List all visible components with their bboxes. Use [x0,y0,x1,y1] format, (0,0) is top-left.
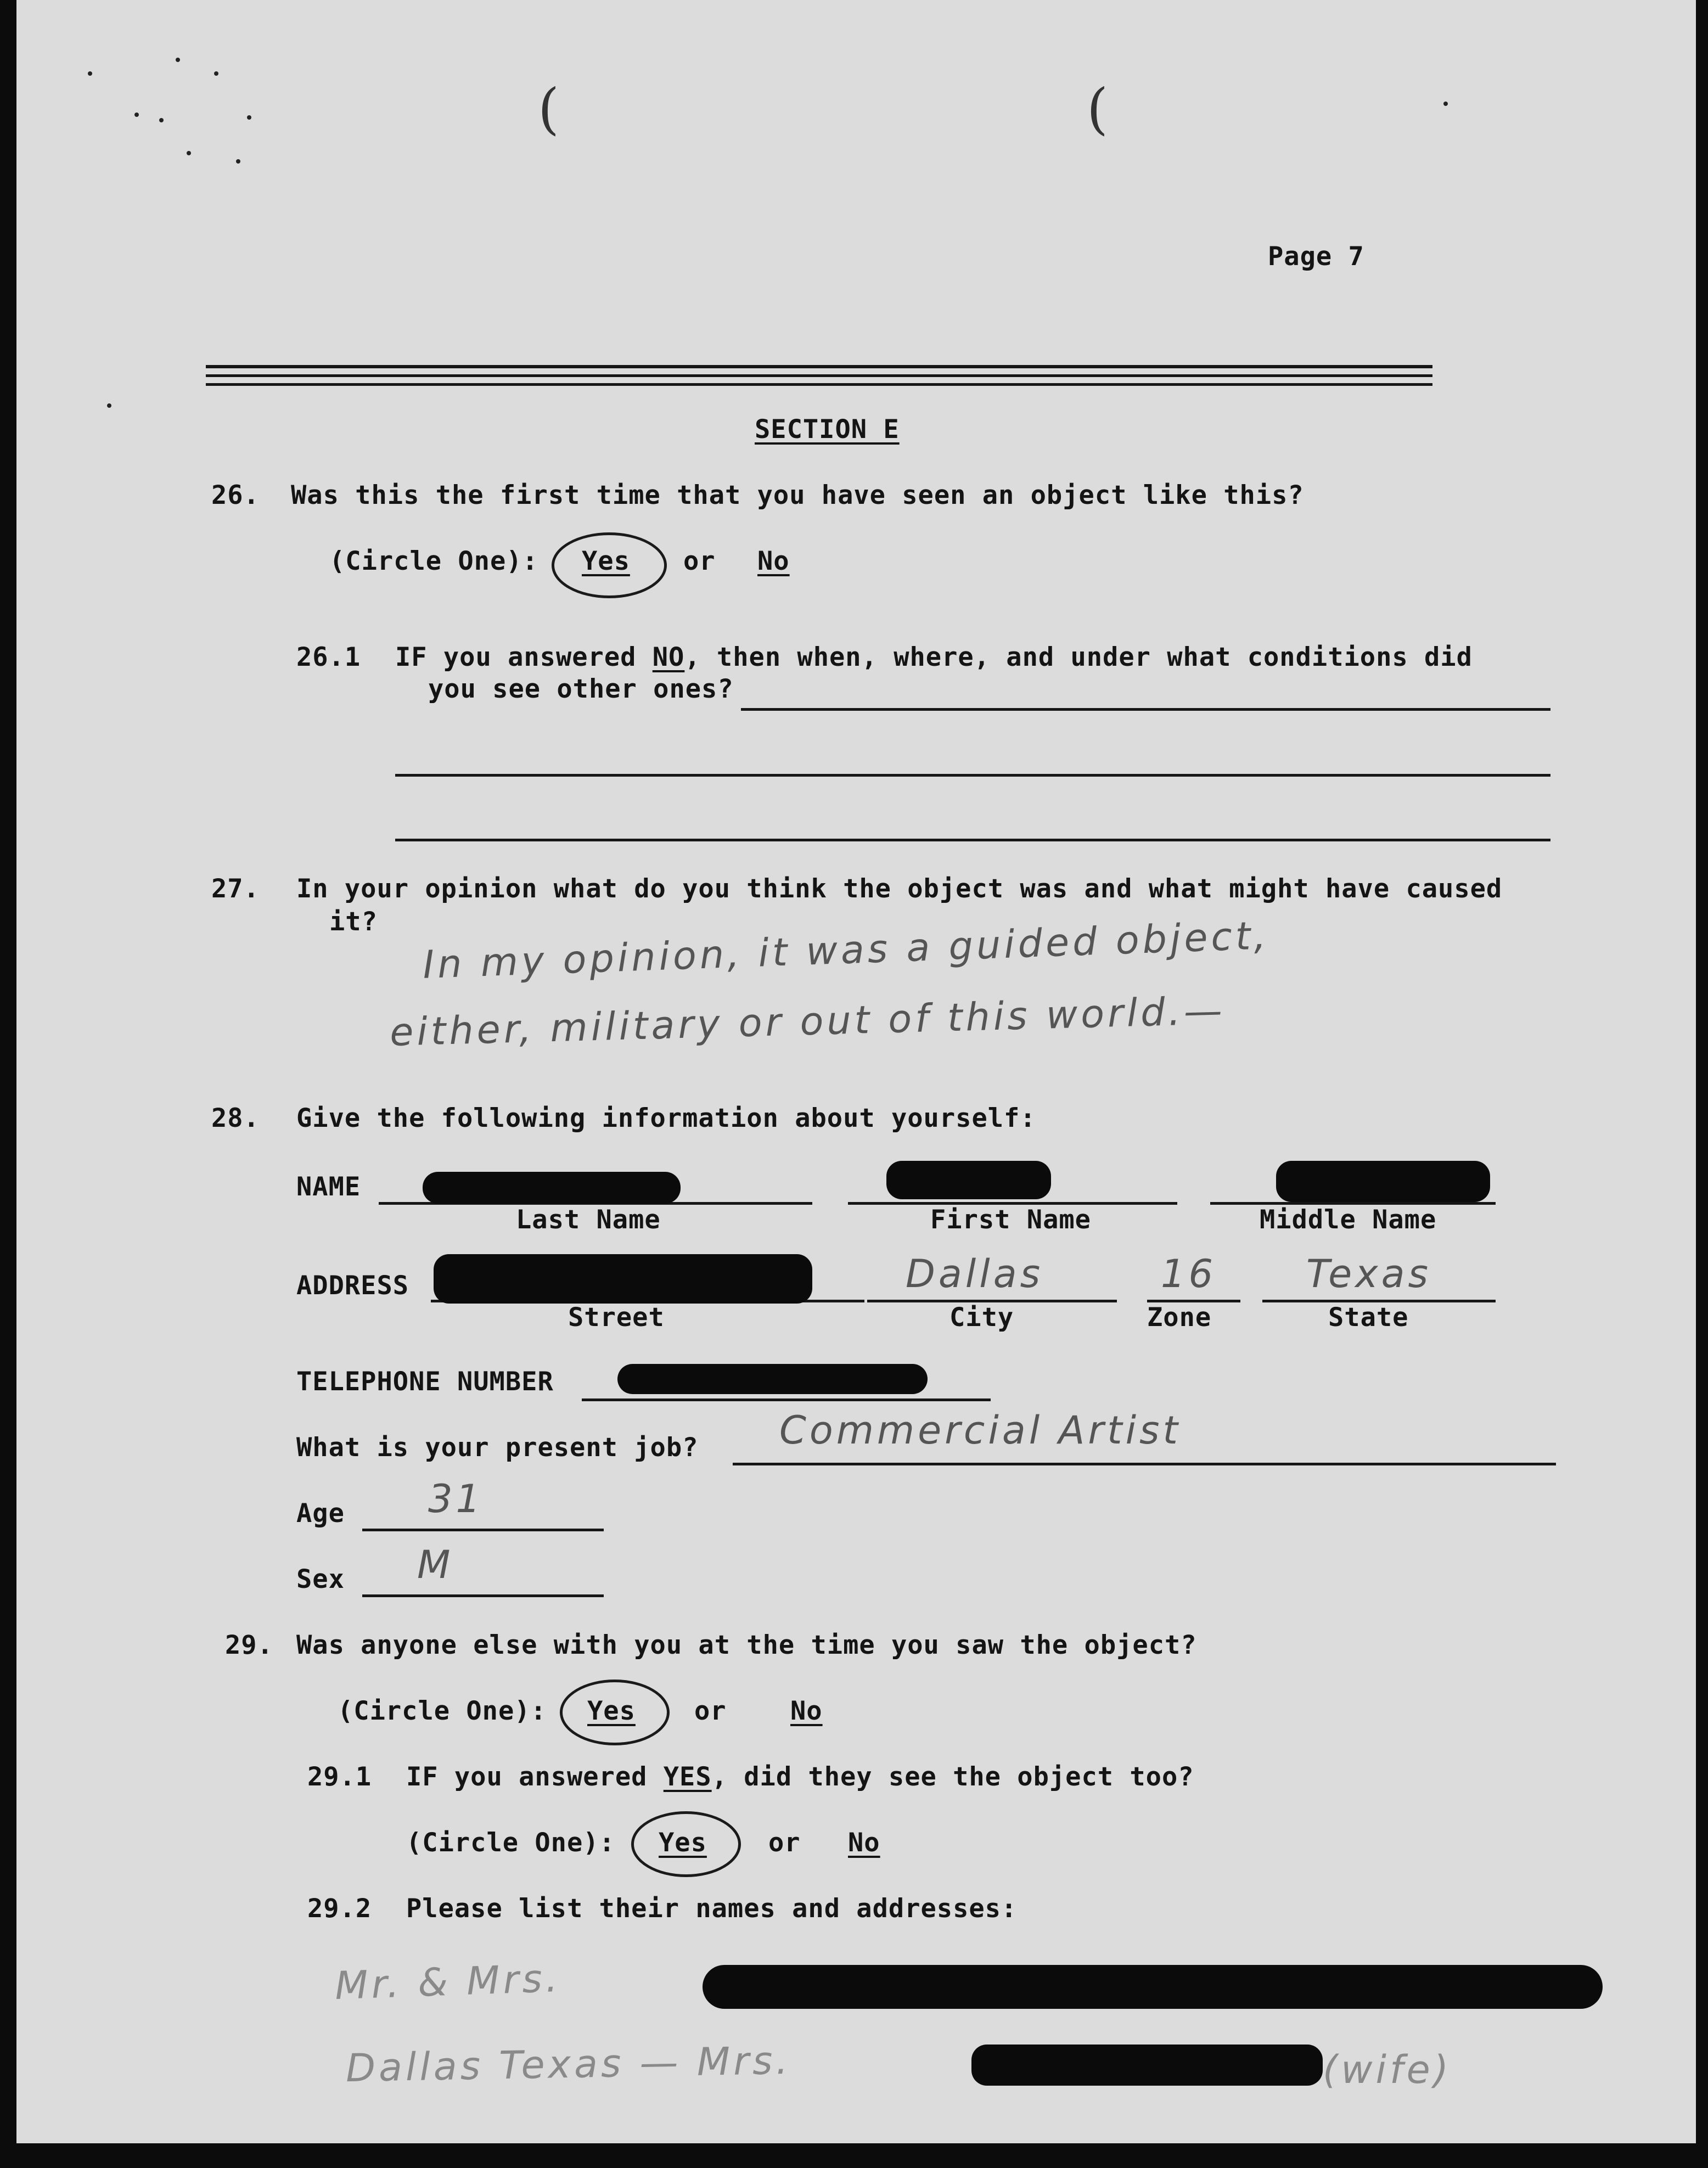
q26-1-answer-line[interactable] [395,774,1550,777]
q29-circle-label: (Circle One): [338,1696,547,1726]
q29-1-text-pre: IF you answered [406,1762,648,1792]
speck [236,159,240,164]
q29-yes-option[interactable]: Yes [587,1696,636,1726]
section-title: SECTION E [755,414,900,445]
q29-yes-circle-mark [560,1680,670,1745]
q26-circle-label: (Circle One): [329,546,538,576]
speck [107,403,111,408]
redaction-street [434,1254,812,1304]
redaction-witness-name [703,1965,1603,2009]
job-field[interactable] [733,1463,1556,1465]
q29-1-or: or [768,1828,801,1858]
telephone-field[interactable] [582,1398,991,1401]
q26-1-answer-line[interactable] [741,708,1550,711]
speck [187,151,191,155]
q29-or: or [694,1696,727,1726]
zone-field-value[interactable]: 16 [1161,1251,1217,1296]
q29-2-answer-line2-pre[interactable]: Dallas Texas — Mrs. [345,2037,792,2091]
q26-1-text-line2: you see other ones? [428,674,734,704]
street-caption: Street [568,1302,665,1333]
q28-number: 28. [211,1103,260,1133]
q27-question-line2: it? [329,907,378,937]
state-caption: State [1328,1302,1409,1333]
state-field-value[interactable]: Texas [1306,1251,1431,1296]
middle-name-caption: Middle Name [1260,1205,1437,1235]
speck [1443,102,1448,106]
q29-1-number: 29.1 [307,1762,372,1792]
page-number: Page 7 [1268,241,1364,272]
job-label: What is your present job? [296,1433,699,1463]
q29-1-text [406,1762,1194,1792]
redaction-telephone [617,1364,928,1394]
q29-1-circle-label: (Circle One): [406,1828,615,1858]
form-page [16,0,1696,2143]
q29-question: Was anyone else with you at the time you saw the object? [296,1630,1197,1660]
speck [134,113,139,117]
header-rule-bottom [206,383,1432,386]
q26-yes-option[interactable]: Yes [582,546,630,576]
q29-2-number: 29.2 [307,1894,372,1924]
q26-or: or [683,546,716,576]
q26-1-text-pre: IF you answered [395,642,637,672]
q29-1-text-post: , did they see the object too? [711,1762,1194,1792]
name-label: NAME [296,1172,361,1202]
speck [176,58,180,62]
first-name-caption: First Name [930,1205,1091,1235]
address-label: ADDRESS [296,1271,409,1301]
speck [247,115,251,120]
redaction-first-name [886,1161,1051,1199]
speck [214,71,218,76]
redaction-middle-name [1276,1161,1490,1202]
q27-answer-line2[interactable]: either, military or out of this world.— [389,988,1226,1055]
job-field-value[interactable]: Commercial Artist [779,1408,1181,1453]
zone-caption: Zone [1147,1302,1212,1333]
q26-1-keyword: NO [652,642,685,672]
q26-1-answer-line[interactable] [395,839,1550,841]
header-rule-top [206,365,1432,368]
q29-1-keyword: YES [663,1762,712,1792]
q27-question-line1: In your opinion what do you think the object was and what might have caused [296,874,1503,904]
q29-1-yes-option[interactable]: Yes [659,1828,707,1858]
sex-field[interactable] [362,1594,604,1597]
q29-2-answer-line2-post[interactable]: (wife) [1323,2047,1452,2092]
q29-no-option[interactable]: No [790,1696,823,1726]
speck [88,71,92,76]
hole-punch-mark: ( [1087,77,1109,141]
q27-number: 27. [211,874,260,904]
city-caption: City [949,1302,1014,1333]
q26-number: 26. [211,480,260,510]
q26-1-text-post: , then when, where, and under what conditions did [684,642,1473,672]
q26-question: Was this the first time that you have seen an object like this? [291,480,1304,510]
q26-1-number: 26.1 [296,642,361,672]
speck [159,118,164,122]
q29-1-no-option[interactable]: No [848,1828,880,1858]
q27-answer-line1[interactable]: In my opinion, it was a guided object, [422,913,1270,987]
city-field-value[interactable]: Dallas [906,1251,1044,1296]
age-label: Age [296,1498,345,1529]
q28-question: Give the following information about yourself: [296,1103,1036,1133]
last-name-caption: Last Name [516,1205,661,1235]
q26-1-text [395,642,1473,672]
q29-2-answer-line1[interactable]: Mr. & Mrs. [334,1955,562,2009]
age-field-value[interactable]: 31 [428,1476,484,1521]
q26-no-option[interactable]: No [757,546,790,576]
sex-field-value[interactable]: M [417,1542,454,1587]
age-field[interactable] [362,1529,604,1531]
sex-label: Sex [296,1564,345,1594]
hole-punch-mark: ( [538,77,560,141]
header-rule-mid [206,374,1432,377]
telephone-label: TELEPHONE NUMBER [296,1367,554,1397]
q29-number: 29. [225,1630,273,1660]
q29-2-text: Please list their names and addresses: [406,1894,1018,1924]
q29-1-yes-circle-mark [631,1811,741,1877]
redaction-last-name [423,1172,681,1204]
q26-yes-circle-mark [552,532,667,598]
redaction-wife-name [971,2045,1323,2086]
